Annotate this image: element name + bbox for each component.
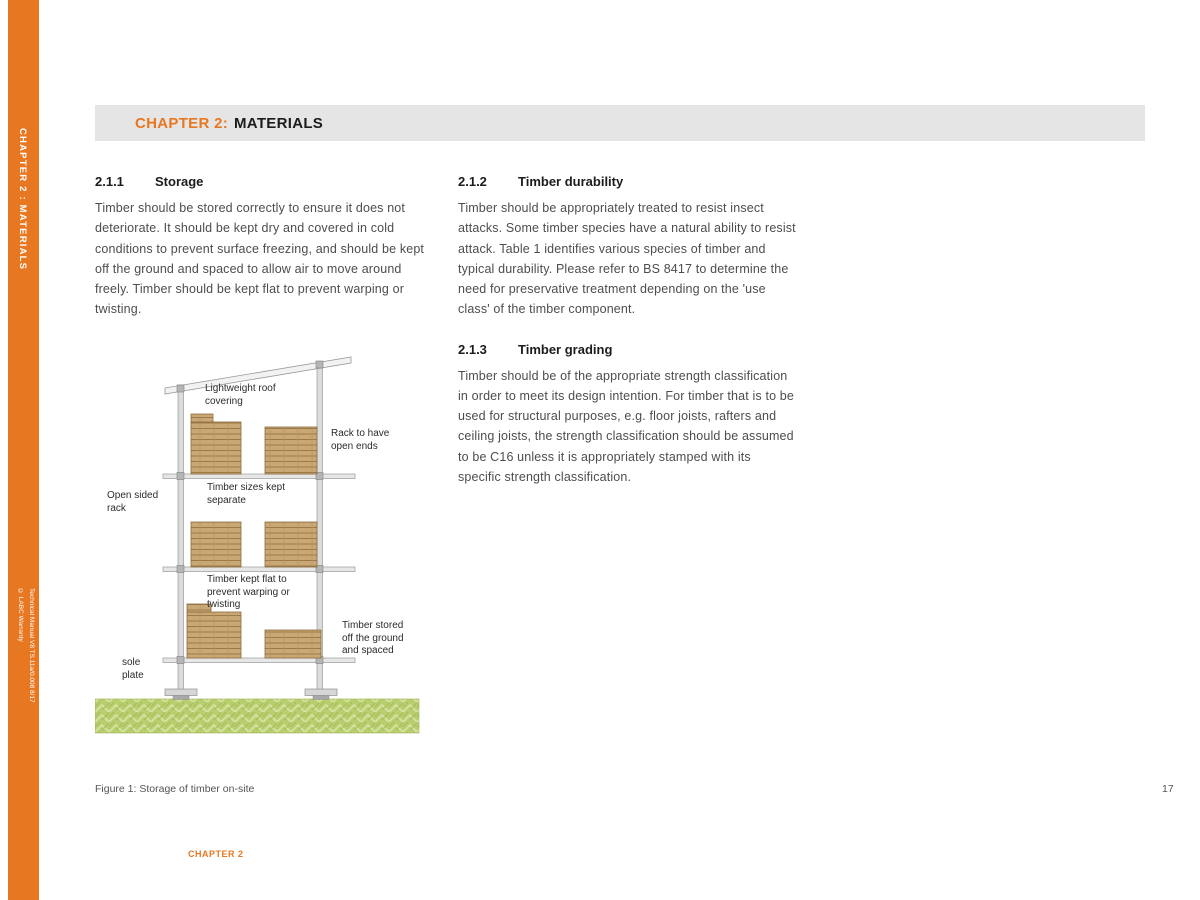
left-column <box>95 174 436 342</box>
section-title: Timber grading <box>518 341 613 357</box>
section-heading-grading <box>458 342 797 357</box>
footer-chapter-label: CHAPTER 2 <box>188 849 244 859</box>
sidebar-manual-ref: Technical Manual V8 TS.11a/0.008 8/17 <box>28 588 36 703</box>
figure-label-kept-flat: Timber kept flat to prevent warping or twisting <box>207 574 290 610</box>
section-body-durability: Timber should be appropriately treated to resist insect attacks. Some timber species have a natural ability to resist attack. Table 1 identifies various species of timber and typical durability. Please refer to BS 8417 to determine the need for preservative treatment depending on the 'use class' of the timber component. <box>458 201 796 317</box>
sidebar-footer-text <box>15 588 37 703</box>
sidebar-copyright: © LABC Warranty <box>17 588 25 642</box>
sidebar-chapter-label: CHAPTER 2 : MATERIALS <box>17 128 28 271</box>
section-body-grading: Timber should be of the appropriate strength classification in order to meet its design intention. For timber that is to be used for structural purposes, e.g. floor joists, rafters and ceiling joists, the strength classification should be assumed to be C16 unless it is appropriately stamped with its specific strength classification. <box>458 368 794 484</box>
figure-label-roof: Lightweight roof covering <box>205 383 276 407</box>
figure-label-open-sided-rack: Open sided rack <box>107 490 159 514</box>
section-number: 2.1.2 <box>458 174 487 189</box>
figure-1-timber-storage <box>95 352 425 740</box>
header-chapter-number: CHAPTER 2: <box>135 114 229 132</box>
chapter-sidebar <box>8 0 39 900</box>
page-number: 17 <box>1162 783 1174 795</box>
figure-caption: Figure 1: Storage of timber on-site <box>95 783 255 795</box>
figure-label-sole-plate: sole plate <box>122 657 144 681</box>
ground-strip <box>95 699 419 733</box>
section-title: Storage <box>155 174 204 189</box>
section-number: 2.1.3 <box>458 341 487 357</box>
chapter-header <box>95 105 1145 141</box>
header-chapter-title: MATERIALS <box>234 114 324 132</box>
section-number: 2.1.1 <box>95 174 124 189</box>
right-column <box>458 174 797 509</box>
section-heading-durability <box>458 174 797 189</box>
timber-stacks <box>187 414 321 658</box>
sole-plates <box>165 689 337 700</box>
figure-label-sizes-separate: Timber sizes kept separate <box>207 482 285 506</box>
section-title: Timber durability <box>518 174 624 189</box>
figure-label-rack-open-ends: Rack to have open ends <box>331 428 390 452</box>
section-body-storage: Timber should be stored correctly to ensure it does not deteriorate. It should be kept dry and covered in cold conditions to prevent surface freezing, and should be kept off the ground and spaced to allow air to move around freely. Timber should be kept flat to prevent warping or twisting. <box>95 201 425 317</box>
figure-label-stored-off-ground: Timber stored off the ground and spaced <box>342 620 404 656</box>
section-heading-storage <box>95 174 436 189</box>
